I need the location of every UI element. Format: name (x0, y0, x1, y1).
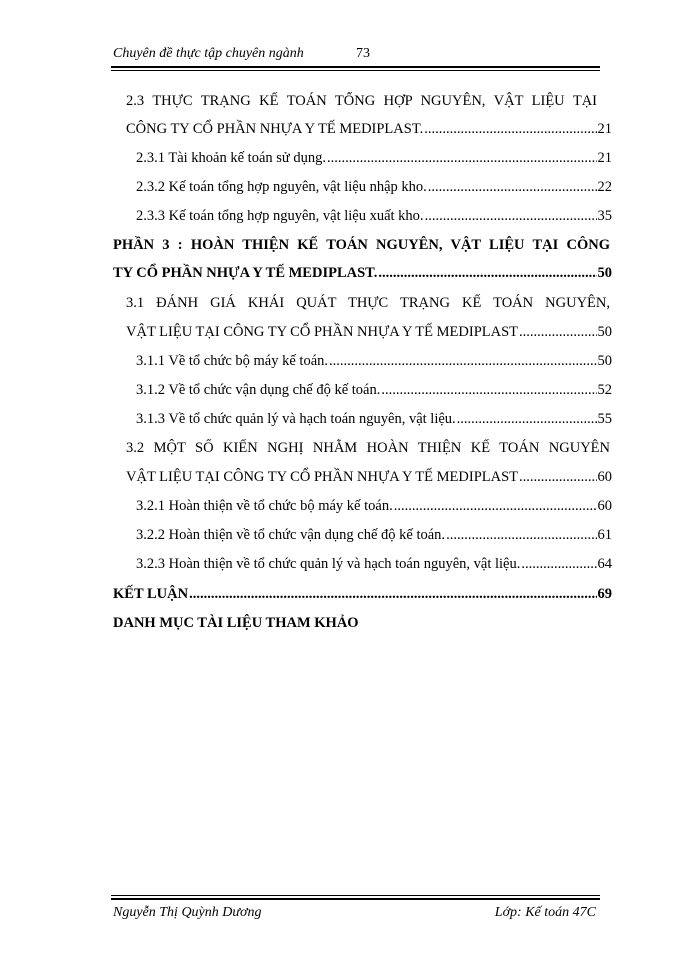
leader-dots (519, 323, 596, 341)
toc-page-number: 50 (597, 324, 612, 340)
page-number: 73 (356, 46, 370, 61)
toc-entry-text: 2.3.3 Kế toán tổng hợp nguyên, vật liệu xuất kho. (136, 208, 424, 224)
leader-dots (428, 178, 597, 196)
toc-page-number: 64 (597, 556, 612, 572)
toc-3-2-heading-line1: 3.2 MỘT SỐ KIẾN NGHỊ NHẰM HOÀN THIỆN KẾ TOÁN NGUYÊN (126, 440, 610, 456)
leader-dots (327, 149, 596, 167)
footer-author: Nguyễn Thị Quỳnh Dương (113, 905, 262, 920)
toc-entry-2-3-2[interactable] (136, 178, 612, 196)
page-header (111, 44, 600, 64)
toc-entry-text: 2.3.1 Tài khoản kế toán sử dụng. (136, 150, 327, 166)
toc-entry-3-2-3[interactable] (136, 555, 612, 573)
toc-entry-conclusion[interactable] (113, 585, 612, 603)
toc-entry-text: TY CỔ PHẦN NHỰA Y TẾ MEDIPLAST. (113, 265, 378, 281)
toc-entry-2-3-3[interactable] (136, 207, 612, 225)
toc-2-3-heading-line1: 2.3 THỰC TRẠNG KẾ TOÁN TỔNG HỢP NGUYÊN, VẬT LIỆU TẠI (126, 93, 597, 109)
page-footer (111, 895, 600, 922)
toc-entry-text: 3.2.1 Hoàn thiện về tổ chức bộ máy kế toán. (136, 498, 393, 514)
toc-entry-3-1[interactable] (126, 323, 612, 341)
toc-entry-3-2-2[interactable] (136, 526, 612, 544)
toc-page-number: 22 (597, 179, 612, 195)
leader-dots (425, 207, 597, 225)
toc-3-1-heading-line1: 3.1 ĐÁNH GIÁ KHÁI QUÁT THỰC TRẠNG KẾ TOÁN NGUYÊN, (126, 295, 610, 311)
toc-entry-text: 3.1.1 Về tổ chức bộ máy kế toán. (136, 353, 329, 369)
leader-dots (378, 264, 596, 282)
toc-page-number: 21 (597, 150, 612, 166)
toc-entry-text: CÔNG TY CỔ PHẦN NHỰA Y TẾ MEDIPLAST. (126, 121, 424, 137)
leader-dots (446, 526, 596, 544)
leader-dots (521, 555, 596, 573)
toc-page-number: 50 (597, 265, 612, 281)
toc-entry-part3[interactable] (113, 264, 612, 282)
toc-entry-text: 3.2.2 Hoàn thiện về tổ chức vận dụng chế độ kế toán. (136, 527, 446, 543)
toc-entry-3-1-1[interactable] (136, 352, 612, 370)
toc-page-number: 61 (597, 527, 612, 543)
leader-dots (329, 352, 596, 370)
toc-entry-2-3[interactable] (126, 120, 612, 138)
toc-entry-text: VẬT LIỆU TẠI CÔNG TY CỔ PHẦN NHỰA Y TẾ MEDIPLAST (126, 469, 519, 485)
toc-page-number: 60 (597, 469, 612, 485)
footer-class: Lớp: Kế toán 47C (494, 905, 596, 920)
toc-page-number: 69 (597, 586, 612, 602)
toc-entry-text: 2.3.2 Kế toán tổng hợp nguyên, vật liệu nhập kho. (136, 179, 427, 195)
toc-entry-2-3-1[interactable] (136, 149, 612, 167)
leader-dots (519, 468, 596, 486)
toc-entry-text: VẬT LIỆU TẠI CÔNG TY CỔ PHẦN NHỰA Y TẾ MEDIPLAST (126, 324, 519, 340)
toc-entry-3-2-1[interactable] (136, 497, 612, 515)
toc-entry-text: 3.1.2 Về tổ chức vận dụng chế độ kế toán. (136, 382, 381, 398)
toc-entry-3-1-2[interactable] (136, 381, 612, 399)
leader-dots (457, 410, 597, 428)
toc-part3-heading-line1: PHẦN 3 : HOÀN THIỆN KẾ TOÁN NGUYÊN, VẬT LIỆU TẠI CÔNG (113, 237, 610, 253)
toc-entry-text: KẾT LUẬN (113, 586, 189, 602)
toc-entry-text: 3.1.3 Về tổ chức quản lý và hạch toán nguyên, vật liệu. (136, 411, 456, 427)
leader-dots (381, 381, 596, 399)
toc-page-number: 52 (597, 382, 612, 398)
toc-page-number: 60 (597, 498, 612, 514)
header-rule (111, 66, 600, 71)
toc-page-number: 21 (597, 121, 612, 137)
toc-entry-3-1-3[interactable] (136, 410, 612, 428)
leader-dots (189, 585, 596, 603)
leader-dots (394, 497, 597, 515)
toc-page-number: 55 (597, 411, 612, 427)
toc-page-number: 35 (597, 208, 612, 224)
leader-dots (424, 120, 596, 138)
toc-entry-text: 3.2.3 Hoàn thiện về tổ chức quản lý và hạch toán nguyên, vật liệu. (136, 556, 521, 572)
header-title: Chuyên đề thực tập chuyên ngành (113, 46, 304, 61)
toc-entry-references[interactable]: DANH MỤC TÀI LIỆU THAM KHẢO (113, 615, 359, 631)
toc-page-number: 50 (597, 353, 612, 369)
toc-entry-3-2[interactable] (126, 468, 612, 486)
